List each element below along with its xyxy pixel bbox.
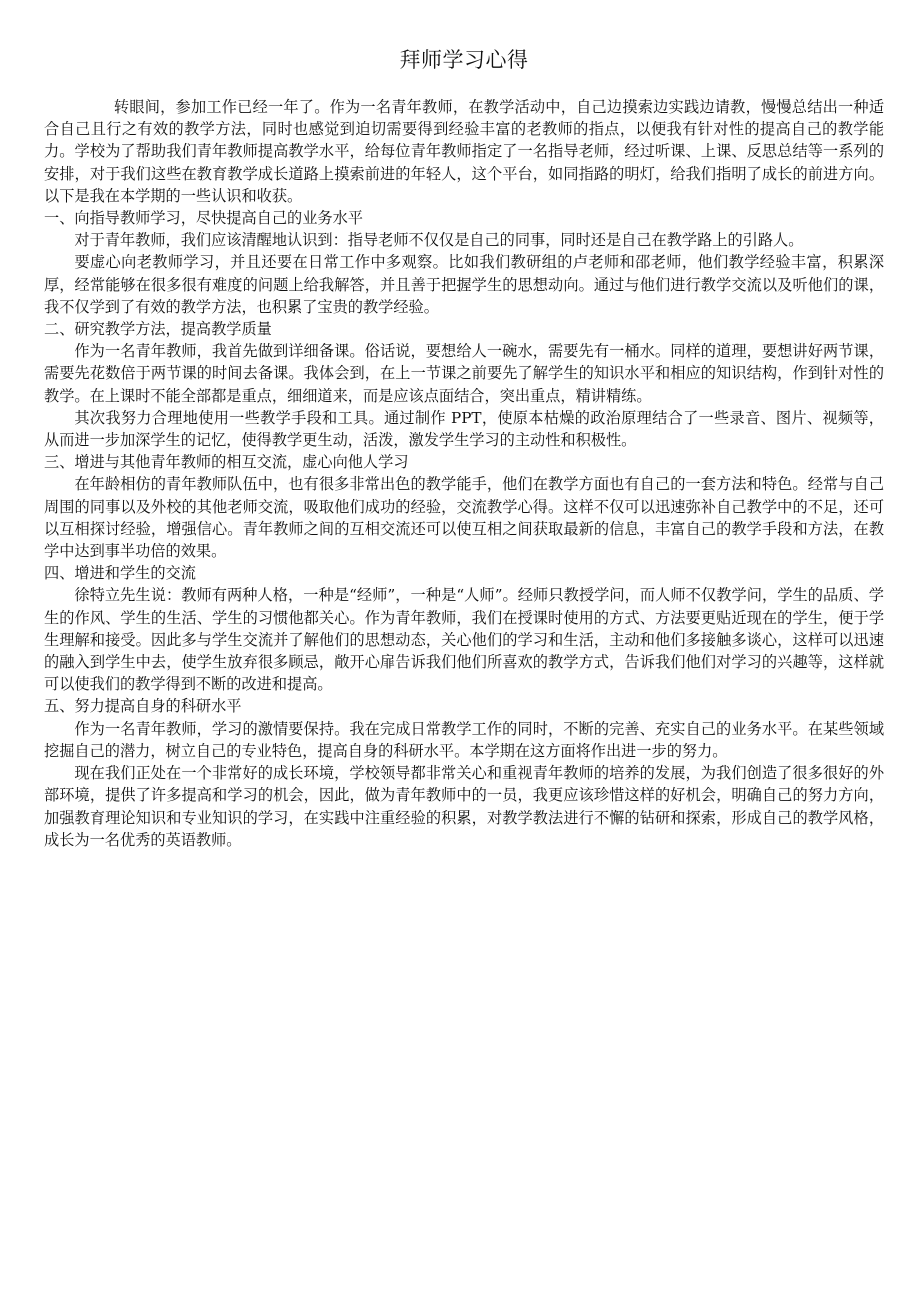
section-paragraph: 其次我努力合理地使用一些教学手段和工具。通过制作 PPT，使原本枯燥的政治原理结合了一些录音、图片、视频等，从而进一步加深学生的记忆，使得教学更生动，活泼，激发学生学习的主动性和积极性。 — [44, 408, 884, 450]
section-heading: 三、增进与其他青年教师的相互交流，虚心向他人学习 — [44, 453, 409, 472]
section-paragraph: 在年龄相仿的青年教师队伍中，也有很多非常出色的教学能手，他们在教学方面也有自己的一套方法和特色。经常与自己周围的同事以及外校的其他老师交流，吸取他们成功的经验，交流教学心得。这样不仅可以迅速弥补自己教学中的不足，还可以互相探讨经验，增强信心。青年教师之间的互相交流还可以使互相之间获取最新的信息，丰富自己的教学手段和方法，在教学中达到事半功倍的效果。 — [44, 475, 884, 561]
section-paragraph: 作为一名青年教师，我首先做到详细备课。俗话说，要想给人一碗水，需要先有一桶水。同样的道理，要想讲好两节课，需要先花数倍于两节课的时间去备课。我体会到，在上一节课之前要先了解学生的知识水平和相应的知识结构，作到针对性的教学。在上课时不能全部都是重点，细细道来，而是应该点面结合，突出重点，精讲精练。 — [44, 342, 884, 405]
document-body — [44, 96, 884, 851]
document-title: 拜师学习心得 — [399, 48, 529, 72]
section-paragraph: 要虚心向老教师学习，并且还要在日常工作中多观察。比如我们教研组的卢老师和邵老师，他们教学经验丰富，积累深厚，经常能够在很多很有难度的问题上给我解答，并且善于把握学生的思想动向。通过与他们进行教学交流以及听他们的课，我不仅学到了有效的教学方法，也积累了宝贵的教学经验。 — [44, 253, 884, 316]
section-heading: 二、研究教学方法，提高教学质量 — [44, 320, 272, 339]
section-5 — [44, 695, 884, 850]
intro-paragraph: 转眼间，参加工作已经一年了。作为一名青年教师，在教学活动中，自己边摸索边实践边请教，慢慢总结出一种适合自己且行之有效的教学方法，同时也感觉到迫切需要得到经验丰富的老教师的指点，以便我有针对性的提高自己的教学能力。学校为了帮助我们青年教师提高教学水平，给每位青年教师指定了一名指导老师，经过听课、上课、反思总结等一系列的安排，对于我们这些在教育教学成长道路上摸索前进的年轻人，这个平台，如同指路的明灯，给我们指明了成长的前进方向。以下是我在本学期的一些认识和收获。 — [44, 98, 884, 205]
closing-paragraph: 现在我们正处在一个非常好的成长环境，学校领导都非常关心和重视青年教师的培养的发展，为我们创造了很多很好的外部环境，提供了许多提高和学习的机会，因此，做为青年教师中的一员，我更应该珍惜这样的好机会，明确自己的努力方向，加强教育理论知识和专业知识的学习，在实践中注重经验的积累，对教学教法进行不懈的钻研和探索，形成自己的教学风格，成长为一名优秀的英语教师。 — [44, 764, 884, 849]
section-paragraph: 对于青年教师，我们应该清醒地认识到：指导老师不仅仅是自己的同事，同时还是自己在教学路上的引路人。 — [74, 231, 804, 250]
section-heading: 五、努力提高自身的科研水平 — [44, 697, 242, 716]
section-4 — [44, 562, 884, 695]
document-page — [44, 44, 884, 851]
section-paragraph: 徐特立先生说：教师有两种人格，一种是“经师”，一种是“人师”。经师只教授学问，而人师不仅教学问，学生的品质、学生的作风、学生的生活、学生的习惯他都关心。作为青年教师，我们在授课时使用的方式、方法要更贴近现在的学生，便于学生理解和接受。因此多与学生交流并了解他们的思想动态，关心他们的学习和生活，主动和他们多接触多谈心，这样可以迅速的融入到学生中去，使学生放弃很多顾忌，敞开心扉告诉我们他们所喜欢的教学方式，告诉我们他们对学习的兴趣等，这样就可以使我们的教学得到不断的改进和提高。 — [44, 586, 884, 694]
section-2 — [44, 318, 884, 451]
section-1 — [44, 207, 884, 318]
section-heading: 四、增进和学生的交流 — [44, 564, 196, 583]
section-heading: 一、向指导教师学习，尽快提高自己的业务水平 — [44, 209, 363, 228]
section-3 — [44, 451, 884, 562]
section-paragraph: 作为一名青年教师，学习的激情要保持。我在完成日常教学工作的同时，不断的完善、充实自己的业务水平。在某些领域挖掘自己的潜力，树立自己的专业特色，提高自身的科研水平。本学期在这方面将作出进一步的努力。 — [44, 719, 884, 760]
